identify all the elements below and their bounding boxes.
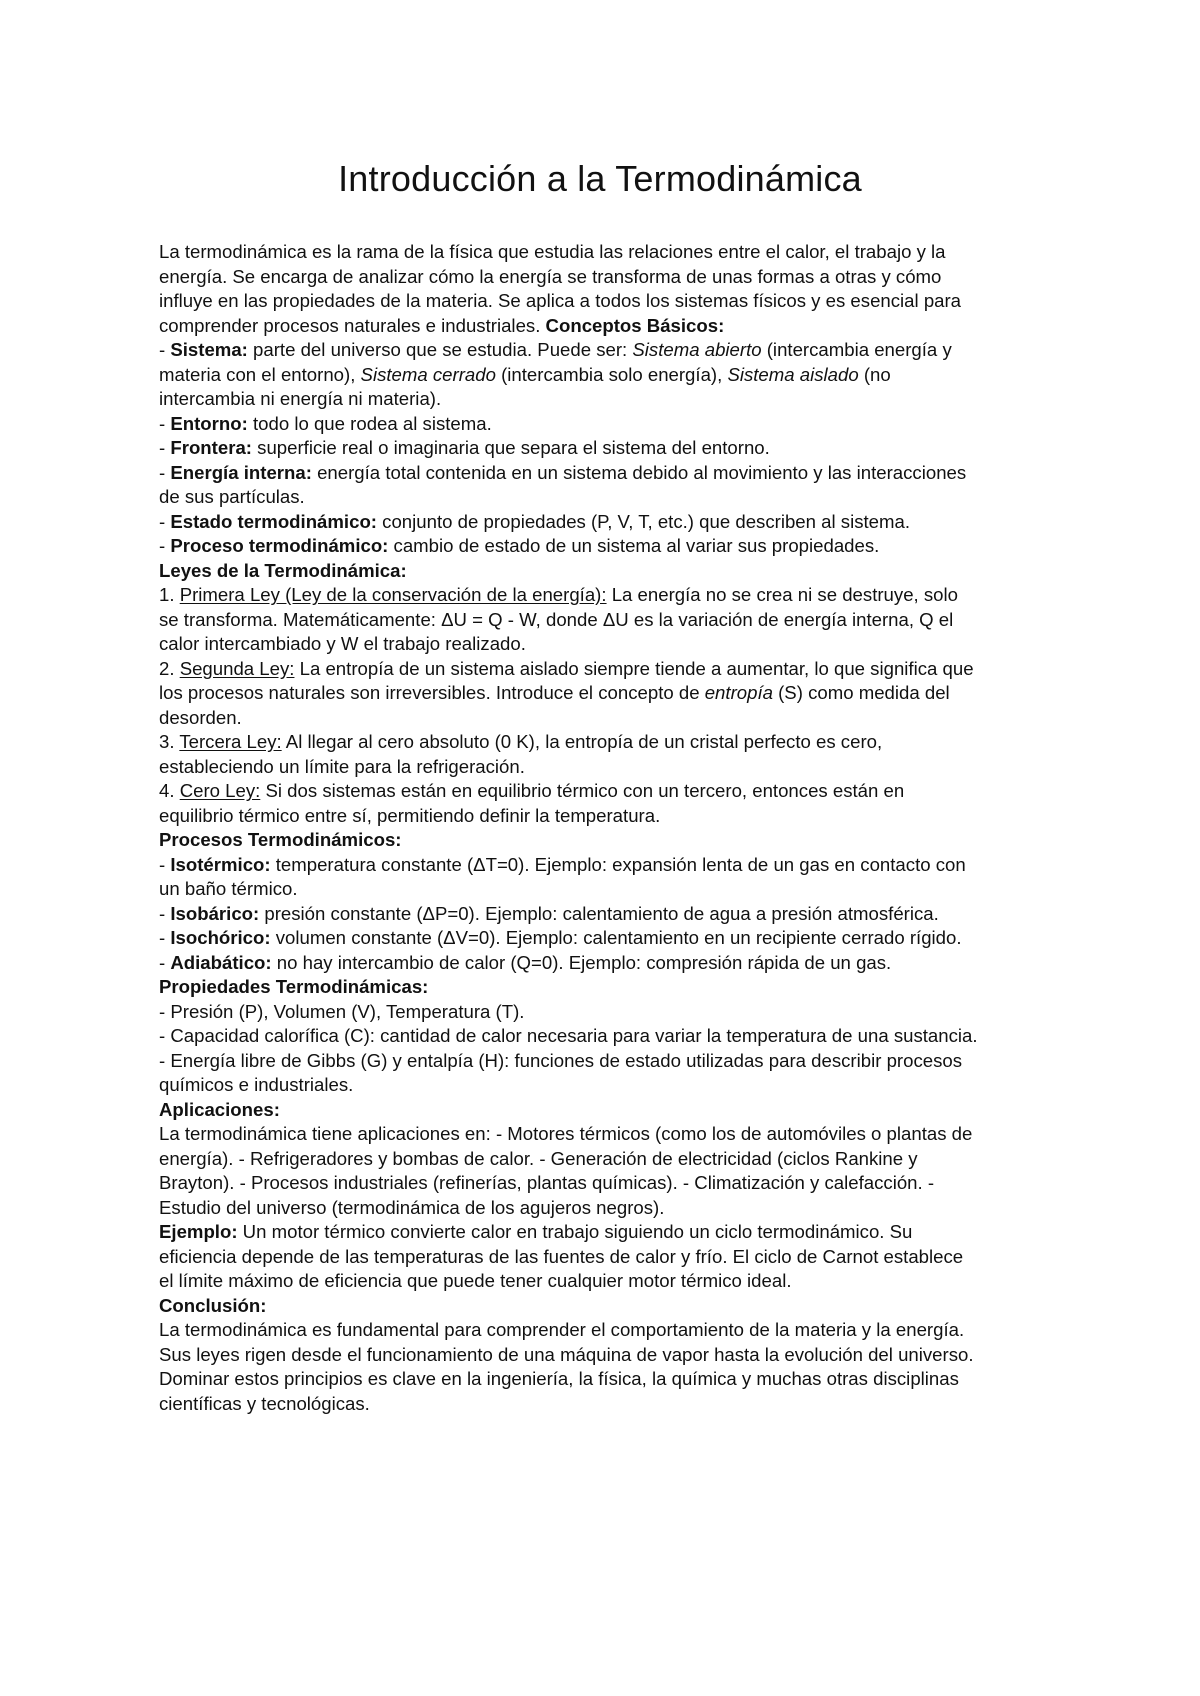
underlined-law-name: Primera Ley (Ley de la conservación de la energía): (179, 584, 607, 605)
text-line (159, 926, 1059, 951)
text-line (159, 534, 1059, 559)
bold-term: Conclusión: (159, 1294, 267, 1316)
text-segment: - Capacidad calorífica (C): cantidad de calor necesaria para variar la temperatura de una sustancia. (159, 1025, 978, 1046)
text-line (159, 681, 1059, 706)
text-segment: - (159, 951, 171, 973)
text-segment: se transforma. Matemáticamente: ΔU = Q - W, donde ΔU es la variación de energía interna, Q el (159, 608, 954, 630)
text-line (159, 265, 1059, 290)
text-line (159, 1024, 1059, 1049)
text-segment: (intercambia energía y (761, 339, 952, 360)
text-line (159, 1171, 1059, 1196)
text-segment: presión constante (ΔP=0). Ejemplo: calentamiento de agua a presión atmosférica. (259, 902, 939, 924)
text-line (159, 1073, 1059, 1098)
text-segment: 2. (159, 657, 180, 679)
text-segment: - (159, 853, 171, 875)
text-segment: energía. Se encarga de analizar cómo la energía se transforma de unas formas a otras y cómo (159, 265, 942, 287)
text-line (159, 1147, 1059, 1172)
text-line (159, 461, 1059, 486)
text-segment: un baño térmico. (159, 878, 298, 899)
bold-term: Energía interna: (170, 461, 312, 483)
underlined-law-name: Segunda Ley: (179, 657, 295, 679)
italic-term: Sistema cerrado (360, 363, 496, 385)
text-segment: materia con el entorno), (159, 363, 361, 385)
text-segment: comprender procesos naturales e industriales. (159, 314, 546, 336)
text-segment: científicas y tecnológicas. (159, 1392, 370, 1414)
text-segment: calor intercambiado y W el trabajo realizado. (159, 633, 526, 654)
bold-term: Entorno: (170, 412, 248, 434)
text-line (159, 387, 1059, 412)
text-segment: Al llegar al cero absoluto (0 K), la entropía de un cristal perfecto es cero, (281, 731, 883, 752)
text-segment: temperatura constante (ΔT=0). Ejemplo: expansión lenta de un gas en contacto con (270, 853, 966, 875)
text-line (159, 338, 1059, 363)
text-segment: energía total contenida en un sistema debido al movimiento y las interacciones (311, 461, 967, 483)
text-line (159, 779, 1059, 804)
text-line (159, 1098, 1059, 1123)
bold-term: Propiedades Termodinámicas: (159, 976, 429, 997)
text-segment: superficie real o imaginaria que separa el sistema del entorno. (251, 437, 770, 458)
text-segment: La termodinámica es fundamental para comprender el comportamiento de la materia y la energía. (159, 1319, 965, 1340)
text-line (159, 1294, 1059, 1319)
text-segment: - (159, 437, 171, 458)
text-segment: - (159, 461, 171, 483)
text-segment: Estudio del universo (termodinámica de los agujeros negros). (159, 1196, 665, 1218)
text-line (159, 1269, 1059, 1294)
underlined-law-name: Cero Ley: (179, 780, 261, 801)
text-segment: estableciendo un límite para la refrigeración. (159, 755, 525, 777)
bold-term: Conceptos Básicos: (545, 314, 725, 336)
text-segment: influye en las propiedades de la materia. Se aplica a todos los sistemas físicos y es esencial para (159, 290, 962, 311)
page-title: Introducción a la Termodinámica (338, 158, 862, 199)
text-segment: químicos e industriales. (159, 1074, 354, 1095)
text-line (159, 632, 1059, 657)
text-segment: - (159, 339, 171, 360)
text-line (159, 755, 1059, 780)
text-line (159, 1000, 1059, 1025)
bold-term: Sistema: (170, 339, 248, 360)
text-segment: - (159, 902, 171, 924)
text-segment: los procesos naturales son irreversibles. Introduce el concepto de (159, 682, 705, 703)
text-line (159, 510, 1059, 535)
text-line (159, 1245, 1059, 1270)
underlined-law-name: Tercera Ley: (179, 731, 282, 752)
text-segment: cambio de estado de un sistema al variar sus propiedades. (388, 535, 880, 556)
text-line (159, 730, 1059, 755)
text-segment: conjunto de propiedades (P, V, T, etc.) que describen al sistema. (377, 510, 911, 532)
bold-term: Isotérmico: (170, 853, 271, 875)
text-line (159, 559, 1059, 584)
bold-term: Frontera: (170, 437, 252, 458)
text-line (159, 314, 1059, 339)
text-segment: (S) como medida del (772, 682, 950, 703)
bold-term: Isochórico: (170, 927, 271, 948)
bold-term: Ejemplo: (159, 1221, 238, 1242)
text-line (159, 608, 1059, 633)
bold-term: Estado termodinámico: (170, 510, 377, 532)
text-segment: - (159, 927, 171, 948)
text-segment: - Presión (P), Volumen (V), Temperatura (T). (159, 1000, 525, 1022)
text-segment: 4. (159, 780, 180, 801)
text-line (159, 657, 1059, 682)
text-line (159, 1049, 1059, 1074)
text-segment: La entropía de un sistema aislado siempre tiende a aumentar, lo que significa que (294, 657, 974, 679)
text-line (159, 583, 1059, 608)
text-segment: La energía no se crea ni se destruye, solo (606, 584, 958, 605)
text-line (159, 951, 1059, 976)
text-line (159, 828, 1059, 853)
text-segment: energía). - Refrigeradores y bombas de calor. - Generación de electricidad (ciclos Rankine y (159, 1147, 918, 1169)
text-line (159, 1318, 1059, 1343)
text-line (159, 1196, 1059, 1221)
text-line (159, 485, 1059, 510)
text-segment: volumen constante (ΔV=0). Ejemplo: calentamiento en un recipiente cerrado rígido. (270, 927, 962, 948)
text-line (159, 853, 1059, 878)
text-line (159, 1392, 1059, 1417)
bold-term: Proceso termodinámico: (170, 535, 389, 556)
text-line (159, 363, 1059, 388)
text-segment: (intercambia solo energía), (495, 363, 728, 385)
text-segment: no hay intercambio de calor (Q=0). Ejemplo: compresión rápida de un gas. (271, 951, 892, 973)
text-segment: Dominar estos principios es clave en la ingeniería, la física, la química y muchas otras disciplinas (159, 1368, 959, 1389)
text-segment: La termodinámica es la rama de la física que estudia las relaciones entre el calor, el trabajo y la (159, 241, 946, 262)
bold-term: Adiabático: (170, 951, 272, 973)
italic-term: Sistema aislado (727, 363, 859, 385)
text-line (159, 1220, 1059, 1245)
bold-term: Aplicaciones: (159, 1098, 280, 1120)
text-segment: - Energía libre de Gibbs (G) y entalpía (H): funciones de estado utilizadas para describir procesos (159, 1049, 963, 1071)
text-line (159, 1122, 1059, 1147)
text-line (159, 804, 1059, 829)
bold-term: Isobárico: (170, 902, 260, 924)
text-line (159, 436, 1059, 461)
bold-term: Procesos Termodinámicos: (159, 829, 402, 850)
text-line (159, 240, 1059, 265)
text-segment: - (159, 535, 171, 556)
bold-term: Leyes de la Termodinámica: (159, 559, 407, 581)
text-segment: Sus leyes rigen desde el funcionamiento de una máquina de vapor hasta la evolución del universo. (159, 1343, 974, 1365)
text-segment: Brayton). - Procesos industriales (refinerías, plantas químicas). - Climatización y calefacción. - (159, 1172, 935, 1193)
text-segment: (no (858, 363, 891, 385)
italic-term: entropía (704, 682, 773, 703)
text-segment: de sus partículas. (159, 486, 305, 507)
text-segment: equilibrio térmico entre sí, permitiendo definir la temperatura. (159, 804, 661, 826)
text-segment: 3. (159, 731, 180, 752)
text-line (159, 1367, 1059, 1392)
text-line (159, 706, 1059, 731)
text-segment: todo lo que rodea al sistema. (247, 412, 492, 434)
text-segment: eficiencia depende de las temperaturas de las fuentes de calor y frío. El ciclo de Carnot establece (159, 1245, 964, 1267)
document-body (159, 240, 1059, 1416)
text-segment: el límite máximo de eficiencia que puede tener cualquier motor térmico ideal. (159, 1270, 792, 1291)
text-segment: desorden. (159, 706, 242, 728)
text-segment: 1. (159, 584, 180, 605)
text-segment: parte del universo que se estudia. Puede ser: (247, 339, 633, 360)
text-segment: Un motor térmico convierte calor en trabajo siguiendo un ciclo termodinámico. Su (237, 1221, 913, 1242)
text-line (159, 412, 1059, 437)
italic-term: Sistema abierto (632, 339, 762, 360)
text-line (159, 902, 1059, 927)
text-line (159, 1343, 1059, 1368)
text-segment: Si dos sistemas están en equilibrio térmico con un tercero, entonces están en (260, 780, 905, 801)
text-segment: intercambia ni energía ni materia). (159, 388, 442, 409)
text-line (159, 877, 1059, 902)
text-line (159, 289, 1059, 314)
text-line (159, 975, 1059, 1000)
text-segment: La termodinámica tiene aplicaciones en: - Motores térmicos (como los de automóviles o plantas de (159, 1123, 973, 1144)
text-segment: - (159, 412, 171, 434)
text-segment: - (159, 510, 171, 532)
